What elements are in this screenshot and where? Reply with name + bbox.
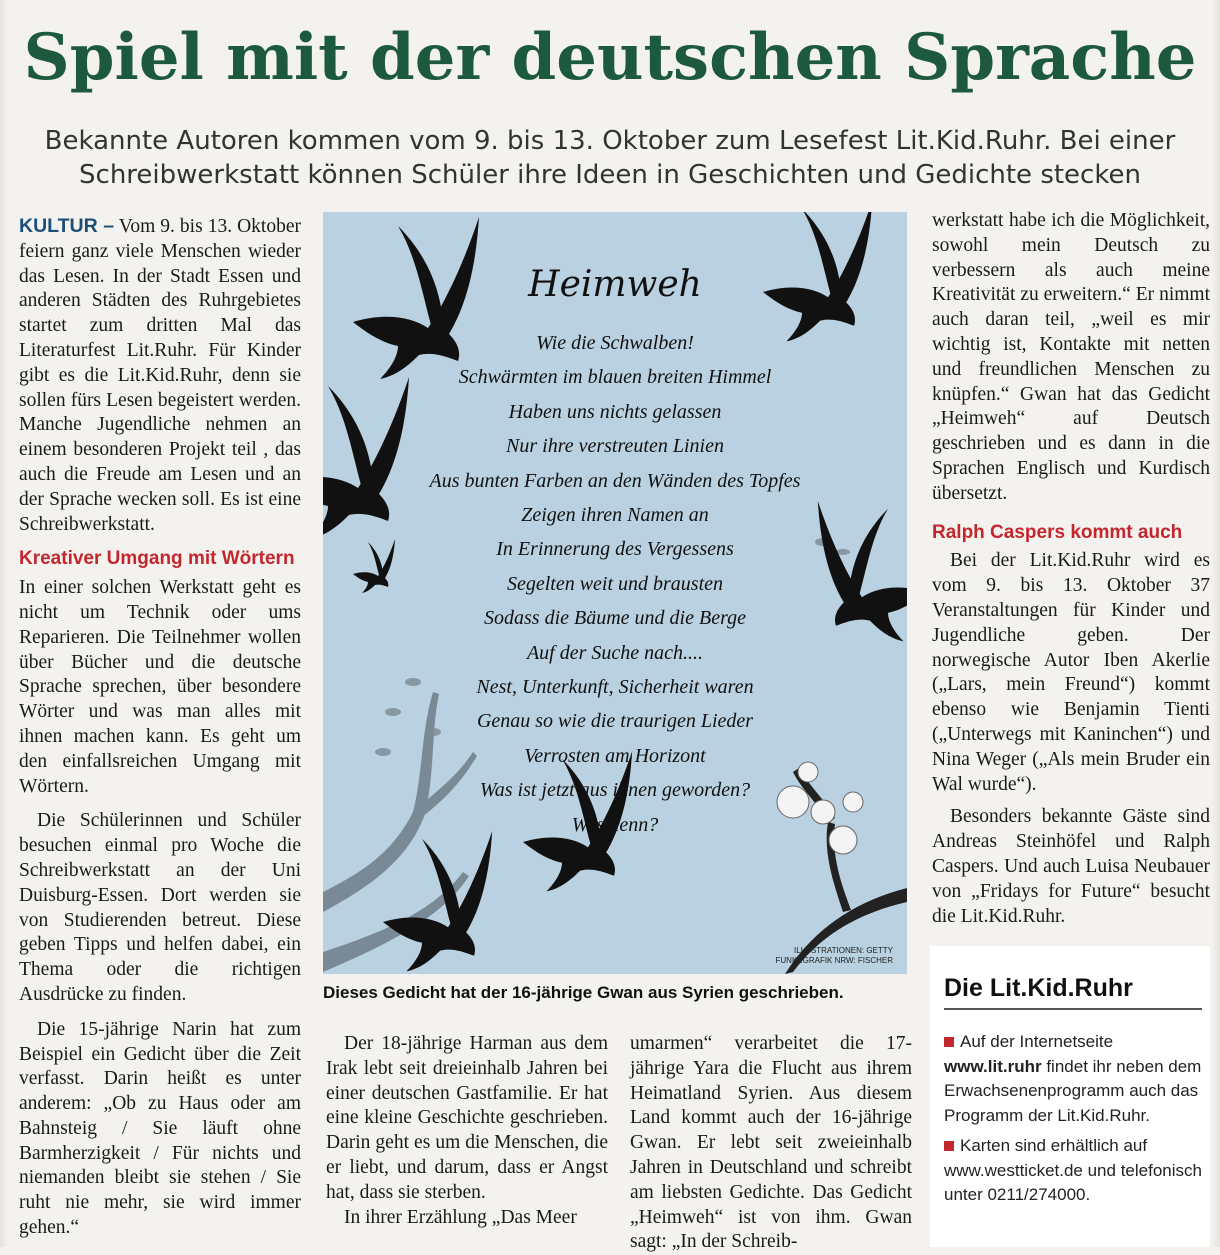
subheading-ralph-caspers: Ralph Caspers kommt auch	[932, 521, 1183, 543]
paragraph-yara-start: In ihrer Erzählung „Das Meer	[344, 1206, 577, 1228]
poem-line: Schwärmten im blauen breiten Himmel	[458, 366, 772, 389]
paragraph-narin: Die 15-jährige Narin hat zum Beispiel ein Gedicht über die Zeit verfasst. Darin heißt es unter anderem: „Ob zu Haus oder am Bahnsteig / Sie läuft ohne Barmherzigkeit / Für nichts und niemanden bleibt sie stehen / Sie ruht nie mehr, sie wird immer gehen.“	[19, 1018, 301, 1239]
blossoms	[777, 762, 863, 854]
poem-line: Was ist jetzt aus ihnen geworden?	[479, 779, 751, 802]
paragraph-schueler: Die Schülerinnen und Schüler besuchen einmal pro Woche die Schreibwerkstatt an der Uni Duisburg-Essen. Dort werden sie von Studierenden betreut. Diese geben Tipps und helfen dabei, ein Thema oder die richtigen Ausdrücke zu finden.	[19, 810, 301, 1005]
poem-line: Sodass die Bäume und die Berge	[484, 607, 746, 630]
bullet-square	[944, 1141, 954, 1151]
page-edge-right	[1212, 0, 1220, 1247]
poem-line: In Erinnerung des Vergessens	[496, 538, 734, 561]
poem-caption: Dieses Gedicht hat der 16-jährige Gwan aus Syrien geschrieben.	[323, 983, 844, 1002]
poem-title: Heimweh	[528, 264, 702, 305]
kicker: KULTUR –	[19, 215, 115, 237]
info-box-title: Die Lit.Kid.Ruhr	[944, 974, 1133, 1002]
paragraph-gaeste: Besonders bekannte Gäste sind Andreas Steinhöfel und Ralph Caspers. Und auch Luisa Neubauer von „Fridays for Future“ besucht die Lit.Kid.Ruhr.	[932, 806, 1210, 927]
column-1	[19, 214, 301, 1241]
paragraph-veranstaltungen: Bei der Lit.Kid.Ruhr wird es vom 9. bis 13. Oktober 37 Veranstaltungen für Kinder und Jugendliche geben. Der norwegische Autor Iben Akerlie („Lars, mein Freund“) kommt ebenso wie Benjamin Tienti („Unterwegs mit Kaninchen“) und Nina Weger („Als mein Bruder ein Wal wurde“).	[932, 550, 1210, 795]
poem-line: Segelten weit und brausten	[506, 572, 724, 595]
poem-line: Zeigen ihren Namen an	[521, 504, 709, 526]
info-item-website: Auf der Internetseite www.lit.ruhr findet ihr neben dem Erwachsenenprogramm auch das Programm der Lit.Kid.Ruhr.	[944, 1032, 1202, 1125]
column-4	[932, 209, 1210, 929]
info-item-tickets: Karten sind erhältlich auf www.westticket.de und telefonisch unter 0211/274000.	[944, 1136, 1202, 1204]
intro-paragraph	[19, 214, 301, 537]
paragraph-gwan: umarmen“ verarbeitet die 17-jährige Yara die Flucht aus ihrem Heimatland Syrien. Aus diesem Land kommt auch der 16-jährige Gwan. Er lebt seit zweieinhalb Jahren in Deutschland und schreibt am liebsten Gedichte. Das Gedicht „Heimweh“ ist von ihm. Gwan sagt: „In der Schreib-	[630, 1033, 912, 1253]
info-box-rule	[944, 1008, 1202, 1010]
poem-line: Haben uns nichts gelassen	[508, 400, 722, 423]
paragraph-werkstatt: In einer solchen Werkstatt geht es nicht um Technik oder ums Reparieren. Die Teilnehmer wollen über Bücher und die deutsche Sprache sprechen, über besondere Wörter und was man alles mit ihnen machen kann. Es geht um den einfallsreichen Umgang mit Wörtern.	[19, 577, 301, 797]
subheading-kreativer-umgang: Kreativer Umgang mit Wörtern	[19, 548, 295, 570]
credit-line-2: FUNKEGRAFIK NRW: FISCHER	[775, 956, 893, 965]
column-3	[630, 1032, 912, 1255]
website-link: www.lit.ruhr	[944, 1056, 1042, 1076]
paragraph-harman: Der 18-jährige Harman aus dem Irak lebt seit dreieinhalb Jahren bei einer deutschen Gastfamilie. Er hat eine kleine Geschichte geschrieben. Darin geht es um die Menschen, die er liebt, und darum, dass er Angst hat, dass sie sterben.	[326, 1033, 608, 1203]
credit-line-1: ILLUSTRATIONEN: GETTY	[794, 946, 893, 955]
poem-illustration	[323, 212, 907, 974]
poem-line: Was denn?	[571, 813, 659, 836]
intro-text: Vom 9. bis 13. Oktober feiern ganz viele Menschen wieder das Lesen. In der Stadt Essen und anderen Städten des Ruhrgebietes startet zum dritten Mal das Literaturfest Lit.Ruhr. Für Kinder gibt es die Lit.Kid.Ruhr, denn sie sollen fürs Lesen begeistert werden. Manche Jugendliche nehmen an einem besonderen Projekt teil , das auch die Freude am Lesen und an der Sprache wecken soll. Es ist eine Schreibwerkstatt.	[19, 216, 301, 535]
info-box-text	[944, 1030, 1206, 1208]
poem-line: Nur ihre verstreuten Linien	[506, 435, 724, 458]
subheadline	[40, 124, 1180, 192]
subhead-line-2: Schreibwerkstatt können Schüler ihre Ideen in Geschichten und Gedichte stecken	[79, 160, 1141, 190]
illustration-credit	[776, 946, 894, 966]
column-2	[326, 1032, 608, 1230]
poem-line: Nest, Unterkunft, Sicherheit waren	[476, 676, 754, 698]
page-edge-left	[0, 0, 8, 1247]
bullet-square	[944, 1037, 954, 1047]
poem-line: Aus bunten Farben an den Wänden des Topfes	[429, 469, 801, 492]
subhead-line-1: Bekannte Autoren kommen vom 9. bis 13. Oktober zum Lesefest Lit.Kid.Ruhr. Bei einer	[44, 126, 1176, 156]
headline: Spiel mit der deutschen Sprache	[23, 20, 1197, 95]
poem-line: Verrosten am Horizont	[524, 744, 706, 767]
poem-line: Auf der Suche nach....	[526, 641, 704, 664]
poem-line: Genau so wie die traurigen Lieder	[476, 710, 754, 733]
poem-line: Wie die Schwalben!	[536, 332, 694, 354]
info-box	[930, 946, 1210, 1247]
paragraph-werkstatt-quote: werkstatt habe ich die Möglichkeit, sowohl mein Deutsch zu verbessern als auch meine Kreativität zu erweitern.“ Er nimmt auch daran teil, „weil es mir wichtig ist, Kontakte mit netten und freundlichen Menschen zu knüpfen.“ Gwan hat das Gedicht „Heimweh“ auf Deutsch geschrieben und es dann in die Sprachen Englisch und Kurdisch übersetzt.	[932, 210, 1210, 504]
